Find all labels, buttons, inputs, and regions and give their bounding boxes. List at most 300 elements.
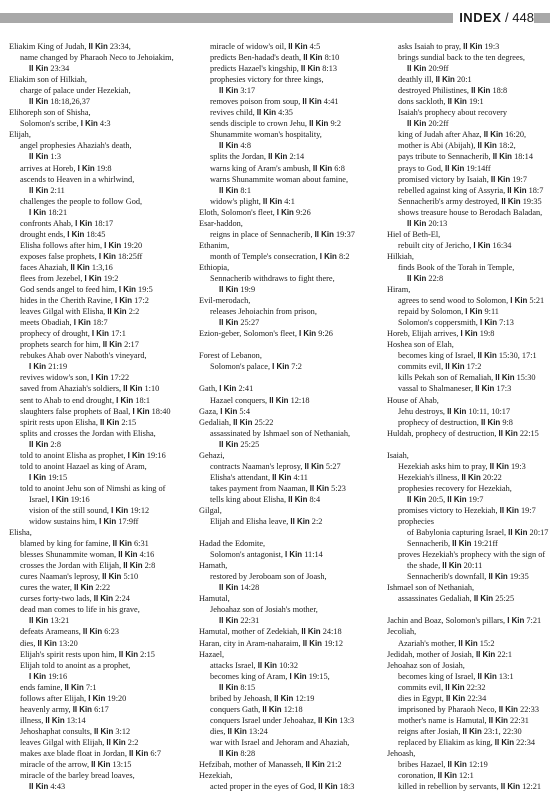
index-subentry bbox=[9, 649, 185, 660]
index-entry bbox=[199, 538, 375, 549]
verse-reference: 18:18,26,37 bbox=[50, 97, 91, 107]
index-entry bbox=[199, 770, 375, 781]
index-subentry bbox=[9, 339, 185, 350]
index-subentry bbox=[199, 96, 375, 107]
entry-text: Elihoreph son of Shisha, bbox=[9, 108, 91, 118]
verse-reference: 8:2 bbox=[338, 251, 350, 261]
index-entry bbox=[199, 207, 375, 218]
entry-text: widow sustains him, bbox=[29, 517, 97, 527]
verse-reference: 19:7 bbox=[468, 494, 484, 504]
entry-text: Gaza, bbox=[199, 406, 219, 416]
entry-text: ends famine, bbox=[20, 682, 63, 692]
index-subentry bbox=[387, 240, 549, 251]
verse-reference: 22:33 bbox=[520, 704, 539, 714]
book-reference: II Kin bbox=[274, 693, 294, 703]
book-reference: I Kin bbox=[77, 163, 95, 173]
entry-text: leaves Gilgal with Elijah, bbox=[20, 737, 105, 747]
index-subentry bbox=[387, 638, 549, 649]
book-reference: II Kin bbox=[501, 196, 521, 206]
entry-text: finds Book of the Torah in Temple, bbox=[398, 262, 515, 272]
verse-reference: 25:27 bbox=[240, 318, 260, 328]
entry-text: Huldah, prophecy of destruction, bbox=[387, 428, 497, 438]
book-reference: II Kin bbox=[488, 572, 508, 582]
book-reference: II Kin bbox=[112, 539, 132, 549]
entry-text: Hamath, bbox=[199, 561, 228, 571]
entry-text: Sennacherib withdraws to fight there, bbox=[210, 273, 335, 283]
entry-text: name changed by Pharaoh Neco to Jehoiakim, bbox=[20, 53, 174, 63]
entry-text: miracle of the barley bread loaves, bbox=[20, 771, 135, 781]
book-reference: I Kin bbox=[465, 307, 483, 317]
verse-reference: 13:3 bbox=[339, 715, 355, 725]
book-reference: II Kin bbox=[302, 638, 322, 648]
index-entry bbox=[199, 560, 375, 571]
index-spacer bbox=[199, 527, 375, 538]
verse-reference: 13:20 bbox=[58, 638, 78, 648]
index-spacer bbox=[199, 339, 375, 350]
index-subentry bbox=[9, 218, 185, 229]
index-subentry bbox=[199, 85, 375, 96]
index-subentry bbox=[9, 516, 185, 527]
index-subentry bbox=[387, 781, 549, 792]
index-subentry bbox=[9, 140, 185, 151]
entry-text: reigns in place of Sennacherib, bbox=[210, 229, 313, 239]
index-subentry bbox=[199, 704, 375, 715]
index-subentry bbox=[387, 383, 549, 394]
index-entry bbox=[387, 748, 549, 759]
entry-text: Solomon's coppersmith, bbox=[398, 318, 478, 328]
verse-reference: 10:11, 10:17 bbox=[468, 406, 511, 416]
verse-reference: 19:3 bbox=[511, 461, 526, 471]
book-reference: II Kin bbox=[445, 682, 465, 692]
verse-reference: 19:12 bbox=[324, 638, 343, 648]
index-entry bbox=[387, 428, 549, 439]
verse-reference: 20:17 bbox=[529, 528, 549, 538]
verse-reference: 1:3 bbox=[50, 152, 61, 162]
book-reference: II Kin bbox=[227, 726, 247, 736]
entry-text: faces Ahaziah, bbox=[20, 262, 69, 272]
verse-reference: 19:15 bbox=[48, 472, 68, 482]
index-subentry bbox=[387, 527, 549, 538]
book-reference: II Kin bbox=[29, 64, 49, 74]
entry-text: rebelled against king of Assyria, bbox=[398, 185, 506, 195]
index-subentry bbox=[9, 196, 185, 207]
verse-reference: 12:21 bbox=[522, 782, 542, 792]
verse-reference: 13:14 bbox=[66, 715, 86, 725]
book-reference: I Kin bbox=[114, 296, 133, 306]
book-reference: II Kin bbox=[29, 616, 49, 626]
entry-text: agrees to send wood to Solomon, bbox=[398, 296, 509, 306]
entry-text: Hamutal, bbox=[199, 594, 230, 604]
entry-text: promised victory by Isaiah, bbox=[398, 174, 489, 184]
index-subentry bbox=[9, 96, 185, 107]
book-reference: II Kin bbox=[288, 494, 308, 504]
index-subentry bbox=[387, 715, 549, 726]
index-subentry bbox=[199, 439, 375, 450]
index-subentry bbox=[387, 571, 549, 582]
book-reference: II Kin bbox=[407, 218, 427, 228]
book-reference: II Kin bbox=[314, 229, 334, 239]
verse-reference: 22:32 bbox=[466, 682, 486, 692]
verse-reference: 15:30, 17:1 bbox=[498, 351, 537, 361]
verse-reference: 1:10 bbox=[144, 384, 160, 394]
entry-text: makes axe blade float in Jordan, bbox=[20, 749, 127, 758]
verse-reference: 4:3 bbox=[99, 119, 111, 129]
entry-text: ascends to Heaven in a whirlwind, bbox=[20, 174, 135, 184]
entry-text: House of Ahab, bbox=[387, 395, 439, 405]
entry-text: replaced by Eliakim as king, bbox=[398, 737, 493, 747]
verse-reference: 2:2 bbox=[128, 307, 140, 317]
index-subentry bbox=[9, 174, 185, 185]
verse-reference: 18:3 bbox=[339, 782, 355, 792]
index-entry bbox=[387, 328, 549, 339]
entry-text: Elijah, bbox=[9, 130, 31, 140]
verse-reference: 2:2 bbox=[311, 517, 323, 527]
index-entry bbox=[199, 626, 375, 637]
book-reference: II Kin bbox=[447, 406, 467, 416]
verse-reference: 12:1 bbox=[459, 771, 474, 781]
entry-text: asks Isaiah to pray, bbox=[398, 42, 462, 51]
index-column-2 bbox=[199, 41, 375, 792]
index-subentry bbox=[199, 361, 375, 372]
entry-text: warns king of Aram's ambush, bbox=[210, 163, 311, 173]
book-reference: II Kin bbox=[107, 307, 127, 317]
index-spacer bbox=[387, 604, 549, 615]
entry-text: Hiram, bbox=[387, 285, 411, 295]
index-entry bbox=[387, 626, 549, 637]
entry-text: dies, bbox=[20, 638, 36, 648]
index-subentry bbox=[9, 615, 185, 626]
index-subentry bbox=[387, 129, 549, 140]
entry-text: Hezekiah asks him to pray, bbox=[398, 461, 488, 471]
verse-reference: 22:31 bbox=[240, 616, 260, 626]
book-reference: I Kin bbox=[116, 395, 134, 405]
entry-text: revives widow's son, bbox=[20, 373, 90, 383]
index-subentry bbox=[199, 63, 375, 74]
book-reference: II Kin bbox=[461, 472, 481, 482]
book-reference: II Kin bbox=[290, 517, 310, 527]
index-column-3 bbox=[387, 41, 549, 792]
book-reference: I Kin bbox=[91, 373, 109, 383]
entry-text: Evil-merodach, bbox=[199, 296, 251, 306]
entry-text: God sends angel to feed him, bbox=[20, 285, 117, 295]
book-reference: II Kin bbox=[318, 782, 338, 792]
entry-text: Jachin and Boaz, Solomon's pillars, bbox=[387, 616, 506, 626]
entry-text: revives child, bbox=[210, 108, 255, 118]
verse-reference: 16:34 bbox=[492, 240, 512, 250]
index-subentry bbox=[9, 284, 185, 295]
entry-text: Ezion-geber, Solomon's fleet, bbox=[199, 329, 297, 339]
verse-reference: 4:8 bbox=[240, 141, 251, 151]
entry-text: dies, bbox=[210, 726, 226, 736]
index-subentry bbox=[9, 748, 185, 759]
index-subentry bbox=[199, 781, 375, 792]
index-subentry bbox=[387, 107, 549, 118]
verse-reference: 19:12 bbox=[130, 505, 150, 515]
entry-text: killed in rebellion by servants, bbox=[398, 782, 499, 792]
index-subentry bbox=[199, 174, 375, 185]
verse-reference: 22:31 bbox=[510, 715, 529, 725]
entry-text: assassinated by Ishmael son of Nethaniah, bbox=[210, 428, 351, 438]
book-reference: II Kin bbox=[219, 583, 239, 593]
verse-reference: 20:22 bbox=[482, 472, 502, 482]
index-subentry bbox=[387, 185, 549, 196]
index-entry bbox=[9, 74, 185, 85]
verse-reference: 9:8 bbox=[502, 417, 513, 427]
book-reference: I Kin bbox=[91, 329, 110, 339]
book-reference: II Kin bbox=[74, 583, 94, 593]
index-subentry bbox=[199, 571, 375, 582]
book-reference: II Kin bbox=[88, 42, 108, 51]
verse-reference: 19:5 bbox=[138, 285, 153, 295]
entry-text: splits and crosses the Jordan with Elisha, bbox=[20, 428, 156, 438]
entry-text: acted proper in the eyes of God, bbox=[210, 782, 317, 792]
index-subentry bbox=[387, 560, 549, 571]
index-subentry bbox=[387, 196, 549, 207]
index-subentry bbox=[387, 262, 549, 273]
entry-text: vision of the still sound, bbox=[29, 505, 109, 515]
book-reference: I Kin bbox=[88, 693, 106, 703]
entry-text: Shunammite woman's hospitality, bbox=[210, 130, 322, 140]
verse-reference: 19:14ff bbox=[466, 163, 491, 173]
book-reference: II Kin bbox=[473, 594, 494, 604]
book-reference: II Kin bbox=[309, 119, 329, 129]
entry-text: deathly ill, bbox=[398, 75, 434, 85]
verse-reference: 4:35 bbox=[278, 108, 293, 118]
index-subentry bbox=[387, 350, 549, 361]
verse-reference: 21:2 bbox=[326, 760, 342, 770]
entry-text: meets Obadiah, bbox=[20, 318, 72, 328]
book-reference: II Kin bbox=[106, 737, 126, 747]
entry-text: Hiel of Beth-El, bbox=[387, 229, 441, 239]
book-reference: II Kin bbox=[256, 108, 277, 118]
verse-reference: 18:40 bbox=[151, 406, 171, 416]
book-reference: II Kin bbox=[268, 152, 288, 162]
index-entry bbox=[387, 582, 549, 593]
page-number: 448 bbox=[512, 10, 534, 25]
verse-reference: 17:2 bbox=[134, 296, 149, 306]
entry-text: conquers Gath, bbox=[210, 704, 261, 714]
book-reference: II Kin bbox=[458, 638, 478, 648]
entry-text: attacks Israel, bbox=[210, 660, 256, 670]
verse-reference: 19:35 bbox=[522, 196, 542, 206]
book-reference: I Kin bbox=[75, 218, 93, 228]
book-reference: II Kin bbox=[219, 185, 239, 195]
index-subentry bbox=[199, 726, 375, 737]
entry-text: prophecies bbox=[398, 517, 434, 527]
entry-text: spirit rests upon Elisha, bbox=[20, 417, 98, 427]
index-subentry bbox=[387, 295, 549, 306]
index-subentry bbox=[199, 682, 375, 693]
entry-text: drought ends, bbox=[20, 229, 66, 239]
book-reference: II Kin bbox=[489, 461, 509, 471]
entry-text: Solomon's palace, bbox=[210, 362, 271, 372]
entry-text: flees from Jezebel, bbox=[20, 273, 83, 283]
index-subentry bbox=[387, 41, 549, 52]
book-reference: II Kin bbox=[29, 782, 49, 792]
verse-reference: 20:1 bbox=[456, 75, 472, 85]
book-reference: II Kin bbox=[123, 561, 143, 571]
book-reference: II Kin bbox=[82, 627, 103, 637]
verse-reference: 13:24 bbox=[248, 726, 268, 736]
index-subentry bbox=[387, 96, 549, 107]
book-reference: I Kin bbox=[473, 240, 491, 250]
book-reference: I Kin bbox=[220, 406, 238, 416]
index-entry bbox=[199, 350, 375, 361]
entry-text: splits the Jordan, bbox=[210, 152, 266, 162]
entry-text: prays to God, bbox=[398, 163, 443, 173]
verse-reference: 9:26 bbox=[295, 207, 311, 217]
verse-reference: 21:19 bbox=[48, 362, 68, 372]
index-subentry bbox=[9, 417, 185, 428]
book-reference: II Kin bbox=[499, 505, 519, 515]
book-reference: II Kin bbox=[447, 97, 467, 107]
index-subentry bbox=[9, 715, 185, 726]
index-subentry bbox=[199, 306, 375, 317]
index-subentry bbox=[9, 306, 185, 317]
book-reference: II Kin bbox=[480, 417, 501, 427]
index-entry bbox=[387, 649, 549, 660]
entry-text: Elisha, bbox=[9, 528, 32, 538]
verse-reference: 22:8 bbox=[428, 273, 444, 283]
index-subentry bbox=[9, 406, 185, 417]
index-subentry bbox=[9, 671, 185, 682]
index-subentry bbox=[9, 185, 185, 196]
verse-reference: 12:18 bbox=[290, 395, 310, 405]
verse-reference: 13:15 bbox=[112, 760, 132, 770]
index-subentry bbox=[9, 505, 185, 516]
index-subentry bbox=[9, 328, 185, 339]
index-entry bbox=[199, 593, 375, 604]
entry-text: arrives at Horeb, bbox=[20, 163, 76, 173]
index-subentry bbox=[387, 74, 549, 85]
entry-text: Jedidah, mother of Josiah, bbox=[387, 649, 474, 659]
index-subentry bbox=[9, 118, 185, 129]
verse-reference: 19:16 bbox=[146, 450, 166, 460]
index-subentry bbox=[199, 516, 375, 527]
entry-text: confronts Ahab, bbox=[20, 218, 73, 228]
index-spacer bbox=[199, 372, 375, 383]
index-subentry bbox=[9, 428, 185, 439]
index-subentry bbox=[387, 306, 549, 317]
index-subentry bbox=[199, 284, 375, 295]
index-subentry bbox=[9, 52, 185, 63]
verse-reference: 8:10 bbox=[324, 53, 340, 63]
verse-reference: 2:8 bbox=[50, 439, 61, 449]
book-reference: II Kin bbox=[219, 318, 239, 328]
index-subentry bbox=[199, 549, 375, 560]
index-entry bbox=[387, 615, 549, 626]
index-entry bbox=[199, 638, 375, 649]
verse-reference: 19:9 bbox=[240, 285, 256, 295]
entry-text: becomes king of Israel, bbox=[398, 671, 476, 681]
verse-reference: 6:31 bbox=[134, 539, 149, 549]
index-subentry bbox=[9, 604, 185, 615]
entry-text: slaughters false prophets of Baal, bbox=[20, 406, 131, 416]
verse-reference: 9:11 bbox=[484, 307, 499, 317]
entry-text: pays tribute to Sennacherib, bbox=[398, 152, 491, 162]
verse-reference: 19:7 bbox=[512, 174, 528, 184]
index-entry bbox=[9, 107, 185, 118]
entry-text: dead man comes to life in his grave, bbox=[20, 605, 140, 615]
book-reference: II Kin bbox=[302, 97, 322, 107]
book-reference: II Kin bbox=[128, 749, 149, 758]
index-subentry bbox=[387, 174, 549, 185]
book-reference: II Kin bbox=[471, 86, 491, 96]
verse-reference: 5:21 bbox=[529, 296, 545, 306]
index-subentry bbox=[199, 428, 375, 439]
index-subentry bbox=[199, 273, 375, 284]
index-subentry bbox=[9, 781, 185, 792]
verse-reference: 19:3 bbox=[484, 42, 500, 51]
entry-text: Eloth, Solomon's fleet, bbox=[199, 207, 275, 217]
index-subentry bbox=[199, 693, 375, 704]
verse-reference: 4:16 bbox=[139, 550, 155, 560]
book-reference: I Kin bbox=[276, 207, 294, 217]
index-entry bbox=[387, 660, 549, 671]
book-reference: II Kin bbox=[462, 726, 482, 736]
book-reference: II Kin bbox=[452, 539, 472, 549]
index-subentry bbox=[199, 74, 375, 85]
verse-reference: 16:20, bbox=[505, 130, 527, 140]
verse-reference: 7:1 bbox=[85, 682, 97, 692]
entry-text: war with Israel and Jehoram and Ahaziah, bbox=[210, 737, 350, 747]
book-reference: II Kin bbox=[498, 704, 518, 714]
book-reference: II Kin bbox=[445, 163, 465, 173]
entry-text: predicts Hazael's kingship, bbox=[210, 64, 299, 74]
verse-reference: 23:34, bbox=[109, 42, 131, 51]
index-subentry bbox=[387, 759, 549, 770]
book-reference: II Kin bbox=[219, 439, 239, 449]
book-reference: II Kin bbox=[407, 119, 427, 129]
verse-reference: 23:34 bbox=[50, 64, 70, 74]
entry-text: Hoshea son of Elah, bbox=[387, 340, 454, 350]
verse-reference: 18:7 bbox=[528, 185, 544, 195]
entry-text: Haran, city in Aram-naharaim, bbox=[199, 638, 301, 648]
verse-reference: 6:7 bbox=[150, 749, 161, 758]
book-reference: II Kin bbox=[219, 86, 239, 96]
book-reference: II Kin bbox=[262, 704, 282, 714]
verse-reference: 12:19 bbox=[468, 760, 488, 770]
entry-text: told to anoint Jehu son of Nimshi as king of bbox=[20, 483, 166, 493]
book-reference: II Kin bbox=[494, 737, 515, 747]
entry-text: assassinates Gedaliah, bbox=[398, 594, 472, 604]
entry-text: restored by Jeroboam son of Joash, bbox=[210, 572, 327, 582]
book-reference: II Kin bbox=[407, 64, 427, 74]
index-subentry bbox=[9, 439, 185, 450]
entry-text: saved from Ahaziah's soldiers, bbox=[20, 384, 122, 394]
entry-text: becomes king of Aram, bbox=[210, 671, 288, 681]
index-subentry bbox=[387, 417, 549, 428]
index-entry bbox=[199, 383, 375, 394]
verse-reference: 13:21 bbox=[50, 616, 70, 626]
book-reference: II Kin bbox=[123, 384, 143, 394]
verse-reference: 5:23 bbox=[331, 483, 346, 493]
entry-text: widow's plight, bbox=[210, 196, 261, 206]
index-subentry bbox=[9, 704, 185, 715]
entry-text: contracts Naaman's leprosy, bbox=[210, 461, 303, 471]
verse-reference: 19:35 bbox=[509, 572, 529, 582]
entry-text: proves Hezekiah's prophecy with the sign of bbox=[398, 550, 546, 560]
entry-text: rebuilt city of Jericho, bbox=[398, 240, 472, 250]
entry-text: month of Temple's consecration, bbox=[210, 251, 318, 261]
book-reference: II Kin bbox=[442, 561, 462, 571]
verse-reference: 2:14 bbox=[289, 152, 305, 162]
entry-text: commits evil, bbox=[398, 362, 444, 372]
index-subentry bbox=[199, 660, 375, 671]
entry-text: Hezekiah, bbox=[199, 771, 233, 781]
book-reference: II Kin bbox=[477, 671, 497, 681]
book-reference: I Kin bbox=[289, 671, 307, 681]
